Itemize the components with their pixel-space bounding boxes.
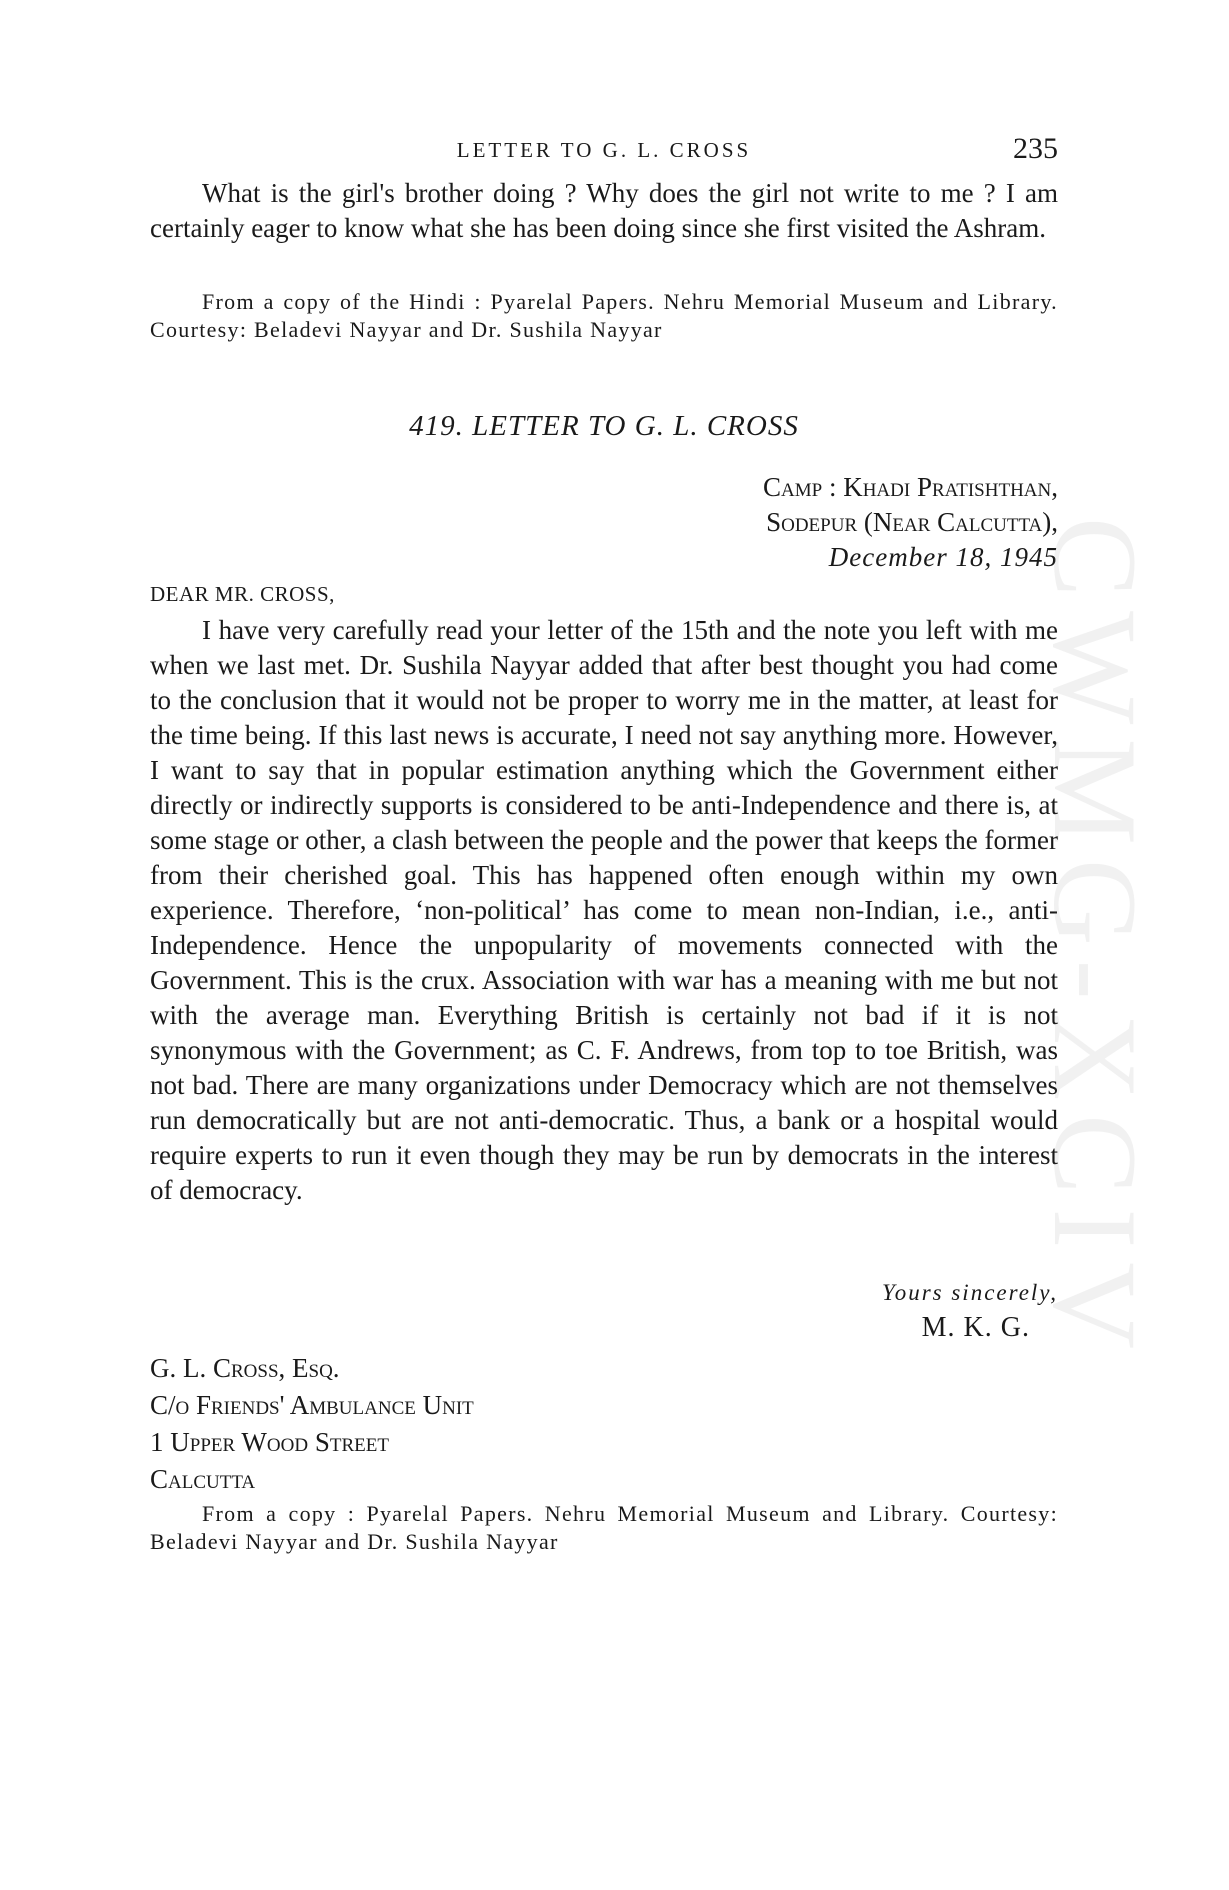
page-number: 235: [1013, 132, 1058, 165]
complimentary-close: Yours sincerely,: [882, 1280, 1058, 1305]
signature: M. K. G.: [921, 1312, 1030, 1343]
sender-address: [763, 470, 1058, 575]
letter-source: [150, 1500, 1058, 1556]
source-note: From a copy : Pyarelal Papers. Nehru Memorial Museum and Library. Courtesy: Beladevi Nayyar and Dr. Sushila Nayyar: [150, 1501, 1058, 1554]
previous-letter-ending: [150, 176, 1058, 246]
watermark-text: CWMG-XCIV: [1029, 517, 1163, 1363]
recipient-line: C/o Friends' Ambulance Unit: [150, 1390, 474, 1420]
letter-date: December 18, 1945: [828, 542, 1058, 572]
running-title: LETTER TO G. L. CROSS: [456, 138, 752, 162]
address-line: Sodepur (Near Calcutta),: [766, 507, 1058, 537]
source-note: From a copy of the Hindi : Pyarelal Papers. Nehru Memorial Museum and Library. Courtesy: Beladevi Nayyar and Dr. Sushila Nayyar: [150, 289, 1058, 342]
letter-body: [150, 613, 1058, 1208]
book-page: [150, 0, 1058, 1890]
running-head: [150, 132, 1058, 172]
previous-letter-paragraph: What is the girl's brother doing ? Why does the girl not write to me ? I am certainly eager to know what she has been doing since she first visited the Ashram.: [150, 178, 1058, 243]
address-line: Camp : Khadi Pratishthan,: [763, 472, 1058, 502]
recipient-address: [150, 1350, 474, 1498]
recipient-line: Calcutta: [150, 1464, 256, 1494]
previous-letter-source: [150, 288, 1058, 344]
salutation: DEAR MR. CROSS,: [150, 582, 335, 606]
recipient-line: 1 Upper Wood Street: [150, 1427, 389, 1457]
letter-paragraph: I have very carefully read your letter of the 15th and the note you left with me when we last met. Dr. Sushila Nayyar added that after best thought you had come to the conclusion that it would not be proper to worry me in the matter, at least for the time being. If this last news is accurate, I need not say anything more. However, I want to say that in popular estimation anything which the Government either directly or indirectly supports is considered to be anti-Independence and there is, at some stage or other, a clash between the people and the power that keeps the former from their cherished goal. This has happened often enough within my own experience. Therefore, ‘non-political’ has come to mean non-Indian, i.e., anti-Independence. Hence the unpopularity of movements connected with the Government. This is the crux. Association with war has a meaning with me but not with the average man. Everything British is certainly not bad if it is not synonymous with the Government; as C. F. Andrews, from top to toe British, was not bad. There are many organizations under Democracy which are not themselves run democratically but are not anti-democratic. Thus, a bank or a hospital would require experts to run it even though they may be run by democrats in the interest of democracy.: [150, 615, 1058, 1205]
recipient-name: G. L. Cross, Esq.: [150, 1353, 340, 1383]
letter-title: 419. LETTER TO G. L. CROSS: [409, 410, 799, 442]
